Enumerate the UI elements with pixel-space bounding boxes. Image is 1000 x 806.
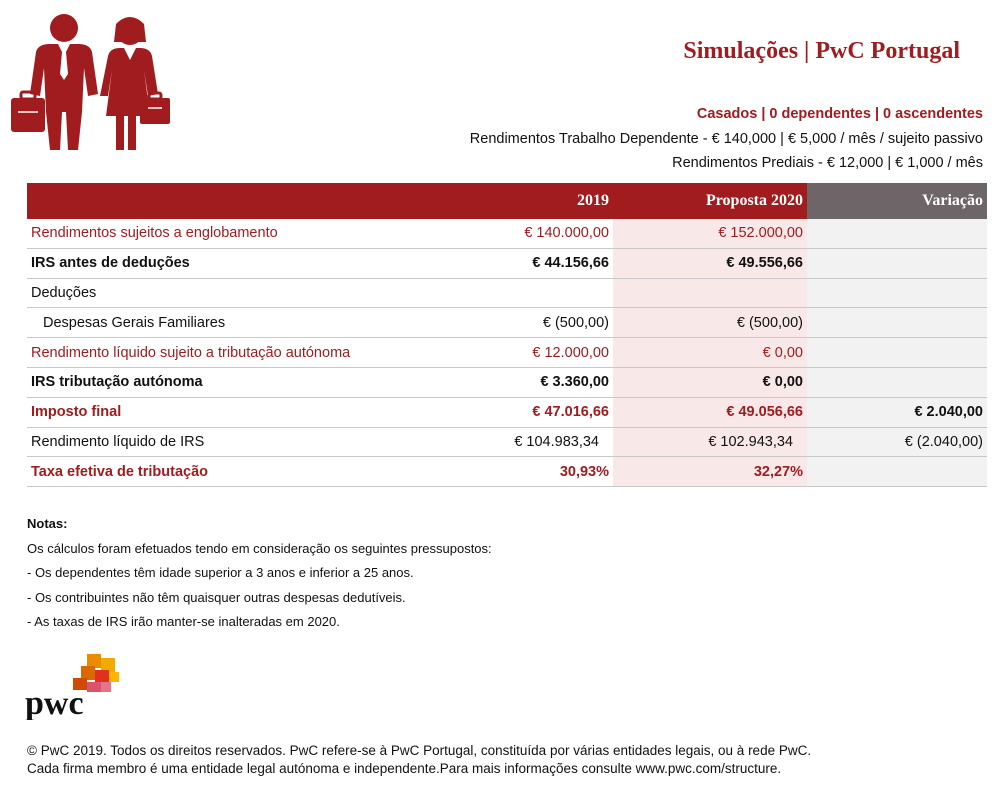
table-row bbox=[27, 338, 987, 368]
note-line: - Os dependentes têm idade superior a 3 anos e inferior a 25 anos. bbox=[27, 565, 414, 581]
note-line: Os cálculos foram efetuados tendo em consideração os seguintes pressupostos: bbox=[27, 540, 492, 556]
notes-section bbox=[27, 517, 492, 640]
business-couple-icon bbox=[8, 12, 180, 152]
value-variation bbox=[807, 457, 987, 486]
value-2019: € 47.016,66 bbox=[532, 404, 609, 421]
value-variation bbox=[807, 219, 987, 248]
note-line: - As taxas de IRS irão manter-se inalteradas em 2020. bbox=[27, 614, 340, 630]
simulation-table bbox=[27, 183, 987, 487]
pwc-wordmark: pwc bbox=[25, 685, 84, 720]
header-proposta-2020: Proposta 2020 bbox=[613, 183, 807, 219]
footer-structure-note: Cada firma membro é uma entidade legal autónoma e independente.Para mais informações consulte www.pwc.com/structure. bbox=[27, 761, 782, 776]
notes-title: Notas: bbox=[27, 516, 68, 531]
value-variation: € (2.040,00) bbox=[807, 428, 987, 457]
value-2019: 30,93% bbox=[559, 463, 609, 480]
value-2020: € 0,00 bbox=[613, 368, 807, 397]
row-label: Taxa efetiva de tributação bbox=[31, 463, 209, 480]
value-2020: € 0,00 bbox=[613, 338, 807, 367]
value-variation bbox=[807, 338, 987, 367]
value-2020: 32,27% bbox=[613, 457, 807, 486]
table-row bbox=[27, 308, 987, 338]
value-variation bbox=[807, 308, 987, 337]
table-row bbox=[27, 428, 987, 458]
value-2019: € 104.983,34 bbox=[514, 433, 599, 450]
rental-income-info: Rendimentos Prediais - € 12,000 | € 1,000 / mês bbox=[672, 155, 983, 171]
pwc-logo bbox=[25, 654, 125, 720]
table-row bbox=[27, 279, 987, 309]
note-line: - Os contribuintes não têm quaisquer outras despesas dedutíveis. bbox=[27, 589, 406, 605]
table-row bbox=[27, 219, 987, 249]
value-2020 bbox=[613, 279, 807, 308]
footer bbox=[27, 742, 811, 778]
row-label: Rendimento líquido de IRS bbox=[31, 433, 205, 450]
row-label: Deduções bbox=[31, 284, 97, 301]
table-row bbox=[27, 398, 987, 428]
row-label: Imposto final bbox=[31, 404, 122, 421]
table-header bbox=[27, 183, 987, 219]
value-variation bbox=[807, 368, 987, 397]
value-2020: € 152.000,00 bbox=[613, 219, 807, 248]
value-2020: € (500,00) bbox=[613, 308, 807, 337]
header-variacao: Variação bbox=[807, 183, 987, 219]
table-row bbox=[27, 368, 987, 398]
page-title: Simulações | PwC Portugal bbox=[683, 38, 960, 64]
value-variation bbox=[807, 279, 987, 308]
row-label: Despesas Gerais Familiares bbox=[43, 314, 226, 331]
value-2020: € 102.943,34 bbox=[613, 428, 807, 457]
value-2019: € 3.360,00 bbox=[540, 374, 609, 391]
work-income-info: Rendimentos Trabalho Dependente - € 140,000 | € 5,000 / mês / sujeito passivo bbox=[469, 131, 983, 147]
footer-copyright: © PwC 2019. Todos os direitos reservados. PwC refere-se à PwC Portugal, constituída por várias entidades legais, ou à rede PwC. bbox=[27, 743, 812, 758]
value-2019: € 12.000,00 bbox=[532, 344, 609, 361]
value-2019: € (500,00) bbox=[542, 314, 609, 331]
row-label: Rendimentos sujeitos a englobamento bbox=[31, 225, 278, 242]
household-status: Casados | 0 dependentes | 0 ascendentes bbox=[696, 106, 983, 122]
value-2020: € 49.556,66 bbox=[613, 249, 807, 278]
row-label: IRS tributação autónoma bbox=[31, 374, 203, 391]
value-2019 bbox=[427, 279, 613, 308]
header-2019: 2019 bbox=[427, 183, 613, 219]
value-2019: € 140.000,00 bbox=[524, 225, 609, 242]
row-label: Rendimento líquido sujeito a tributação autónoma bbox=[31, 344, 351, 361]
value-variation bbox=[807, 249, 987, 278]
value-variation: € 2.040,00 bbox=[807, 398, 987, 427]
table-row bbox=[27, 457, 987, 487]
header-label-cell bbox=[27, 183, 427, 219]
row-label: IRS antes de deduções bbox=[31, 255, 190, 272]
table-row bbox=[27, 249, 987, 279]
pwc-logo-mark bbox=[25, 654, 125, 720]
value-2020: € 49.056,66 bbox=[613, 398, 807, 427]
value-2019: € 44.156,66 bbox=[532, 255, 609, 272]
